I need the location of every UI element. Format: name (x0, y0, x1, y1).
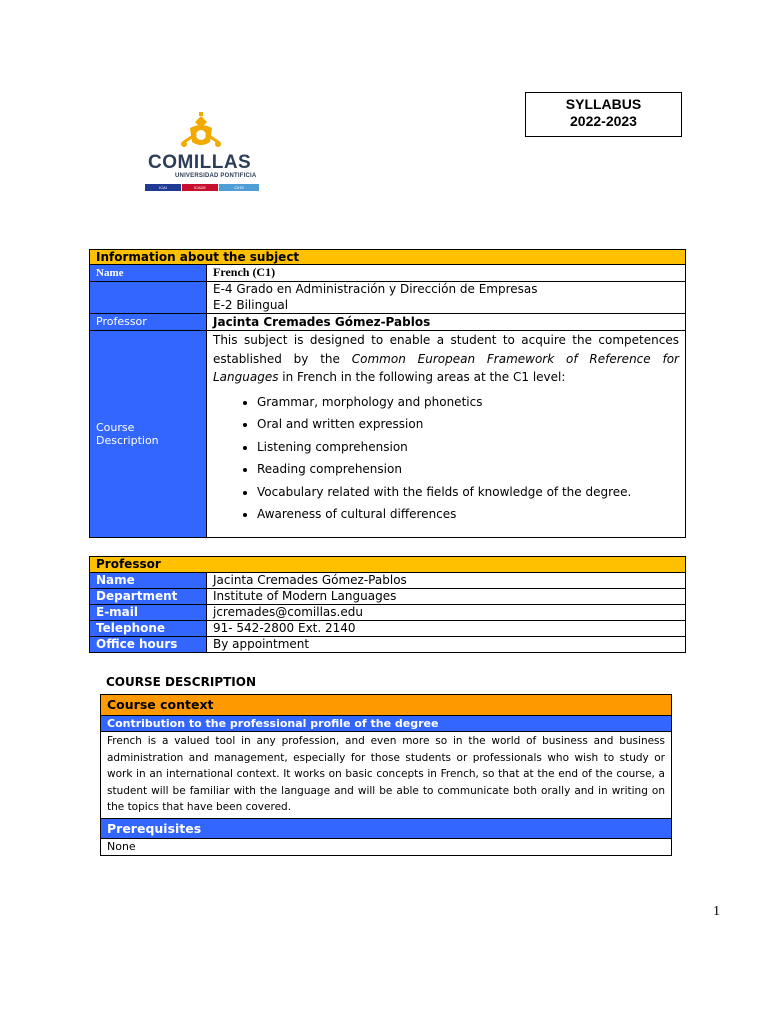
list-item: • Oral and written expression (257, 413, 679, 436)
subject-info-header: Information about the subject (90, 250, 686, 265)
page-number: 1 (713, 904, 720, 919)
description-text: This subject is designed to enable a student to acquire the competences established by the Common European Framework of Reference for Languages in French in the following areas at the C1 level: (213, 333, 679, 384)
course-context-header: Course context (101, 695, 672, 716)
prof-name-value: Jacinta Cremades Gómez-Pablos (207, 573, 686, 589)
course-description-label: Course Description (90, 331, 207, 538)
syllabus-year: 2022-2023 (570, 113, 637, 129)
department-value: Institute of Modern Languages (207, 589, 686, 605)
subject-info-table (89, 249, 686, 538)
degree-label (90, 282, 207, 314)
office-hours-label: Office hours (90, 637, 207, 653)
prof-name-label: Name (90, 573, 207, 589)
email-label: E-mail (90, 605, 207, 621)
logo-bar-icade: ICADE (182, 184, 218, 191)
professor-label: Professor (90, 314, 207, 331)
syllabus-box (525, 92, 682, 137)
crest-icon (180, 112, 222, 152)
logo-bar-cihs: CIHS (219, 184, 259, 191)
email-value[interactable]: jcremades@comillas.edu (207, 605, 686, 621)
degree-line-1: E-4 Grado en Administración y Dirección de Empresas (213, 282, 538, 296)
logo-bar-icai: ICAI (145, 184, 181, 191)
prerequisites-text: None (101, 838, 672, 855)
course-context-table (100, 694, 672, 856)
telephone-label: Telephone (90, 621, 207, 637)
contribution-text: French is a valued tool in any profession, and even more so in the world of business and business administration and management, especially for those students or professionals who wish to study or work in an international context. It works on basic concepts in French, so that at the end of the course, a student will be familiar with the language and will be able to communicate both orally and in writing on the topics that have been covered. (101, 732, 672, 819)
professor-table (89, 556, 686, 653)
list-item: • Listening comprehension (257, 436, 679, 459)
comillas-logo (140, 110, 265, 195)
list-item: • Vocabulary related with the fields of knowledge of the degree. (257, 481, 679, 504)
telephone-value: 91- 542-2800 Ext. 2140 (207, 621, 686, 637)
framework-title: Common European Framework of Reference for Languages (213, 351, 679, 384)
contribution-header: Contribution to the professional profile of the degree (101, 716, 672, 732)
subject-name: French (C1) (207, 265, 686, 282)
professor-header: Professor (90, 557, 686, 573)
logo-name: COMILLAS (148, 152, 252, 173)
list-item: • Reading comprehension (257, 458, 679, 481)
department-label: Department (90, 589, 207, 605)
competence-list (213, 391, 679, 526)
degree-value (207, 282, 686, 314)
logo-subtitle: UNIVERSIDAD PONTIFICIA (175, 173, 257, 179)
name-label: Name (90, 265, 207, 282)
syllabus-title: SYLLABUS (565, 96, 642, 112)
course-description-value (207, 331, 686, 538)
professor-value: Jacinta Cremades Gómez-Pablos (207, 314, 686, 331)
office-hours-value: By appointment (207, 637, 686, 653)
list-item: • Awareness of cultural differences (257, 503, 679, 526)
list-item: • Grammar, morphology and phonetics (257, 391, 679, 414)
degree-line-2: E-2 Bilingual (213, 297, 289, 312)
course-description-title: COURSE DESCRIPTION (106, 675, 257, 689)
prerequisites-header: Prerequisites (101, 818, 672, 838)
